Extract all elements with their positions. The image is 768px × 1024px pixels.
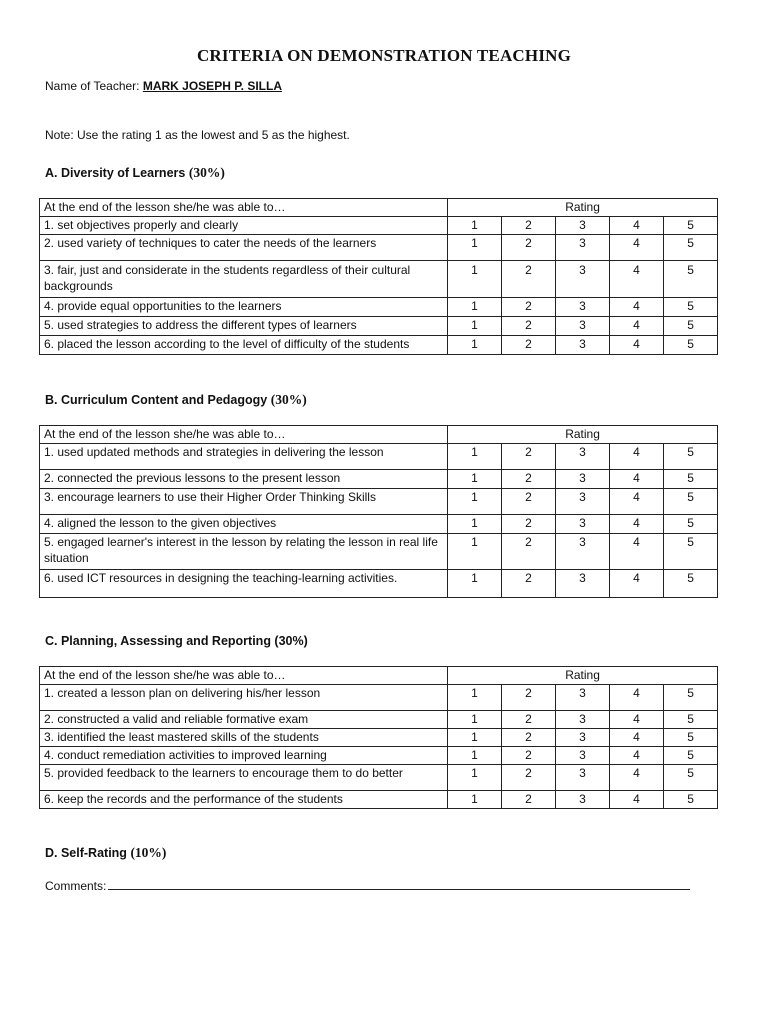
rating-option-5[interactable]: 5 bbox=[664, 729, 718, 747]
rating-option-5[interactable]: 5 bbox=[664, 217, 718, 235]
rating-option-3[interactable]: 3 bbox=[556, 515, 610, 534]
rating-option-2[interactable]: 2 bbox=[502, 336, 556, 355]
teacher-label: Name of Teacher: bbox=[45, 79, 140, 93]
teacher-name: MARK JOSEPH P. SILLA bbox=[142, 79, 282, 93]
criterion-text: 6. placed the lesson according to the level of difficulty of the students bbox=[40, 336, 448, 355]
rating-option-3[interactable]: 3 bbox=[556, 534, 610, 570]
criterion-text: 3. identified the least mastered skills of the students bbox=[40, 729, 448, 747]
section-d-heading bbox=[45, 845, 166, 861]
rating-option-5[interactable]: 5 bbox=[664, 298, 718, 317]
rating-option-3[interactable]: 3 bbox=[556, 444, 610, 470]
rating-option-1[interactable]: 1 bbox=[448, 470, 502, 489]
rating-option-1[interactable]: 1 bbox=[448, 570, 502, 598]
criterion-text: 4. aligned the lesson to the given objectives bbox=[40, 515, 448, 534]
rating-option-4[interactable]: 4 bbox=[610, 235, 664, 261]
teacher-line bbox=[45, 79, 282, 93]
criterion-text: 1. created a lesson plan on delivering his/her lesson bbox=[40, 685, 448, 711]
rating-option-3[interactable]: 3 bbox=[556, 235, 610, 261]
rating-option-2[interactable]: 2 bbox=[502, 235, 556, 261]
rating-option-1[interactable]: 1 bbox=[448, 217, 502, 235]
comments-row bbox=[45, 878, 690, 893]
rating-option-5[interactable]: 5 bbox=[664, 747, 718, 765]
table-row bbox=[40, 570, 718, 598]
section-a-table bbox=[39, 198, 718, 355]
rating-option-3[interactable]: 3 bbox=[556, 729, 610, 747]
rating-option-5[interactable]: 5 bbox=[664, 765, 718, 791]
criterion-text: 3. encourage learners to use their Higher Order Thinking Skills bbox=[40, 489, 448, 515]
rating-header: Rating bbox=[448, 426, 718, 444]
table-row bbox=[40, 534, 718, 570]
rating-option-4[interactable]: 4 bbox=[610, 489, 664, 515]
table-row bbox=[40, 444, 718, 470]
rating-option-1[interactable]: 1 bbox=[448, 444, 502, 470]
rating-option-3[interactable]: 3 bbox=[556, 570, 610, 598]
rating-option-2[interactable]: 2 bbox=[502, 298, 556, 317]
criterion-text: 1. used updated methods and strategies in delivering the lesson bbox=[40, 444, 448, 470]
rating-option-5[interactable]: 5 bbox=[664, 317, 718, 336]
rating-option-4[interactable]: 4 bbox=[610, 711, 664, 729]
rating-option-2[interactable]: 2 bbox=[502, 711, 556, 729]
comments-input-line[interactable] bbox=[108, 878, 690, 890]
rating-option-5[interactable]: 5 bbox=[664, 711, 718, 729]
rating-option-3[interactable]: 3 bbox=[556, 711, 610, 729]
rating-option-1[interactable]: 1 bbox=[448, 336, 502, 355]
table-header-row bbox=[40, 667, 718, 685]
table-row bbox=[40, 217, 718, 235]
rating-option-1[interactable]: 1 bbox=[448, 235, 502, 261]
rating-option-4[interactable]: 4 bbox=[610, 217, 664, 235]
section-c-table bbox=[39, 666, 718, 809]
criteria-header: At the end of the lesson she/he was able to… bbox=[40, 426, 448, 444]
section-a-percent: (30%) bbox=[188, 165, 225, 180]
table-row bbox=[40, 298, 718, 317]
rating-option-4[interactable]: 4 bbox=[610, 765, 664, 791]
rating-option-2[interactable]: 2 bbox=[502, 489, 556, 515]
criteria-header: At the end of the lesson she/he was able to… bbox=[40, 667, 448, 685]
rating-header: Rating bbox=[448, 199, 718, 217]
table-row bbox=[40, 470, 718, 489]
rating-option-4[interactable]: 4 bbox=[610, 317, 664, 336]
rating-option-2[interactable]: 2 bbox=[502, 570, 556, 598]
rating-option-4[interactable]: 4 bbox=[610, 515, 664, 534]
rating-option-3[interactable]: 3 bbox=[556, 791, 610, 809]
rating-option-4[interactable]: 4 bbox=[610, 534, 664, 570]
table-row bbox=[40, 711, 718, 729]
rating-option-2[interactable]: 2 bbox=[502, 685, 556, 711]
section-c-heading bbox=[45, 634, 308, 648]
rating-option-4[interactable]: 4 bbox=[610, 685, 664, 711]
rating-option-4[interactable]: 4 bbox=[610, 791, 664, 809]
rating-option-4[interactable]: 4 bbox=[610, 570, 664, 598]
rating-option-4[interactable]: 4 bbox=[610, 444, 664, 470]
rating-option-5[interactable]: 5 bbox=[664, 515, 718, 534]
rating-option-4[interactable]: 4 bbox=[610, 470, 664, 489]
rating-option-1[interactable]: 1 bbox=[448, 765, 502, 791]
rating-option-2[interactable]: 2 bbox=[502, 261, 556, 298]
table-row bbox=[40, 765, 718, 791]
table-row bbox=[40, 791, 718, 809]
table-row bbox=[40, 747, 718, 765]
rating-option-3[interactable]: 3 bbox=[556, 489, 610, 515]
rating-option-3[interactable]: 3 bbox=[556, 470, 610, 489]
comments-label: Comments: bbox=[45, 879, 107, 893]
rating-option-1[interactable]: 1 bbox=[448, 729, 502, 747]
table-row bbox=[40, 317, 718, 336]
criterion-text: 4. provide equal opportunities to the learners bbox=[40, 298, 448, 317]
rating-option-5[interactable]: 5 bbox=[664, 235, 718, 261]
section-d-title: D. Self-Rating bbox=[45, 846, 127, 860]
table-row bbox=[40, 515, 718, 534]
rating-option-1[interactable]: 1 bbox=[448, 261, 502, 298]
rating-option-5[interactable]: 5 bbox=[664, 261, 718, 298]
rating-option-1[interactable]: 1 bbox=[448, 747, 502, 765]
rating-option-2[interactable]: 2 bbox=[502, 217, 556, 235]
rating-option-2[interactable]: 2 bbox=[502, 444, 556, 470]
rating-option-2[interactable]: 2 bbox=[502, 317, 556, 336]
rating-option-4[interactable]: 4 bbox=[610, 729, 664, 747]
rating-option-3[interactable]: 3 bbox=[556, 298, 610, 317]
section-b-heading bbox=[45, 392, 307, 408]
rating-note: Note: Use the rating 1 as the lowest and 5 as the highest. bbox=[45, 128, 350, 142]
criterion-text: 1. set objectives properly and clearly bbox=[40, 217, 448, 235]
rating-option-5[interactable]: 5 bbox=[664, 444, 718, 470]
section-a-heading bbox=[45, 165, 225, 181]
table-row bbox=[40, 729, 718, 747]
rating-option-2[interactable]: 2 bbox=[502, 534, 556, 570]
rating-option-1[interactable]: 1 bbox=[448, 534, 502, 570]
rating-option-5[interactable]: 5 bbox=[664, 685, 718, 711]
rating-option-4[interactable]: 4 bbox=[610, 336, 664, 355]
criterion-text: 6. used ICT resources in designing the teaching-learning activities. bbox=[40, 570, 448, 598]
section-b-title: B. Curriculum Content and Pedagogy bbox=[45, 393, 268, 407]
criterion-text: 2. connected the previous lessons to the present lesson bbox=[40, 470, 448, 489]
rating-option-3[interactable]: 3 bbox=[556, 336, 610, 355]
table-header-row bbox=[40, 426, 718, 444]
table-row bbox=[40, 235, 718, 261]
section-d-percent: (10%) bbox=[130, 845, 167, 860]
criterion-text: 2. used variety of techniques to cater the needs of the learners bbox=[40, 235, 448, 261]
criterion-text: 2. constructed a valid and reliable formative exam bbox=[40, 711, 448, 729]
rating-option-1[interactable]: 1 bbox=[448, 685, 502, 711]
section-a-title: A. Diversity of Learners bbox=[45, 166, 186, 180]
rating-option-4[interactable]: 4 bbox=[610, 261, 664, 298]
rating-option-1[interactable]: 1 bbox=[448, 711, 502, 729]
rating-option-5[interactable]: 5 bbox=[664, 791, 718, 809]
rating-option-3[interactable]: 3 bbox=[556, 261, 610, 298]
rating-option-2[interactable]: 2 bbox=[502, 729, 556, 747]
rating-option-2[interactable]: 2 bbox=[502, 765, 556, 791]
criterion-text: 3. fair, just and considerate in the students regardless of their cultural backgrounds bbox=[40, 261, 448, 298]
rating-option-5[interactable]: 5 bbox=[664, 470, 718, 489]
rating-option-3[interactable]: 3 bbox=[556, 747, 610, 765]
rating-option-5[interactable]: 5 bbox=[664, 489, 718, 515]
criteria-header: At the end of the lesson she/he was able to… bbox=[40, 199, 448, 217]
table-row bbox=[40, 336, 718, 355]
criterion-text: 5. engaged learner's interest in the lesson by relating the lesson in real life situation bbox=[40, 534, 448, 570]
rating-option-1[interactable]: 1 bbox=[448, 317, 502, 336]
criterion-text: 6. keep the records and the performance of the students bbox=[40, 791, 448, 809]
rating-option-5[interactable]: 5 bbox=[664, 570, 718, 598]
rating-option-2[interactable]: 2 bbox=[502, 470, 556, 489]
rating-option-4[interactable]: 4 bbox=[610, 747, 664, 765]
rating-option-1[interactable]: 1 bbox=[448, 489, 502, 515]
section-c-title: C. Planning, Assessing and Reporting (30%) bbox=[45, 634, 308, 648]
document-title: CRITERIA ON DEMONSTRATION TEACHING bbox=[196, 46, 572, 65]
rating-option-1[interactable]: 1 bbox=[448, 791, 502, 809]
rating-option-2[interactable]: 2 bbox=[502, 791, 556, 809]
rating-option-5[interactable]: 5 bbox=[664, 534, 718, 570]
criterion-text: 5. provided feedback to the learners to encourage them to do better bbox=[40, 765, 448, 791]
table-header-row bbox=[40, 199, 718, 217]
rating-header: Rating bbox=[448, 667, 718, 685]
rating-option-3[interactable]: 3 bbox=[556, 317, 610, 336]
rating-option-1[interactable]: 1 bbox=[448, 515, 502, 534]
rating-option-3[interactable]: 3 bbox=[556, 217, 610, 235]
rating-option-2[interactable]: 2 bbox=[502, 515, 556, 534]
rating-option-4[interactable]: 4 bbox=[610, 298, 664, 317]
rating-option-3[interactable]: 3 bbox=[556, 685, 610, 711]
table-row bbox=[40, 489, 718, 515]
table-row bbox=[40, 261, 718, 298]
criterion-text: 4. conduct remediation activities to improved learning bbox=[40, 747, 448, 765]
rating-option-5[interactable]: 5 bbox=[664, 336, 718, 355]
rating-option-2[interactable]: 2 bbox=[502, 747, 556, 765]
criterion-text: 5. used strategies to address the different types of learners bbox=[40, 317, 448, 336]
table-row bbox=[40, 685, 718, 711]
section-b-percent: (30%) bbox=[270, 392, 307, 407]
rating-option-3[interactable]: 3 bbox=[556, 765, 610, 791]
rating-option-1[interactable]: 1 bbox=[448, 298, 502, 317]
section-b-table bbox=[39, 425, 718, 598]
